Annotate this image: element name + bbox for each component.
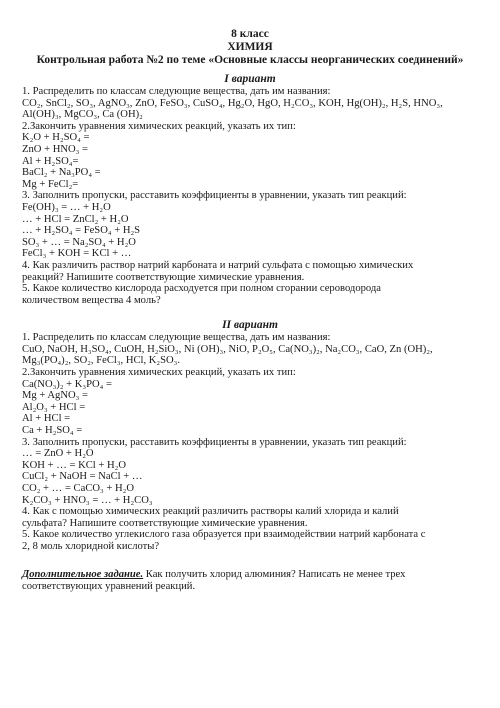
task-line: Al + H₂SO₄= (22, 155, 79, 167)
variant-1-tasks (22, 86, 478, 306)
task-line: Al(OH)₃, MgCO₃, Ca (OH)₂ (22, 109, 143, 121)
task-line: CuCl₂ + NaOH = NaCl + … (22, 471, 143, 483)
variant-2-tasks (22, 332, 478, 552)
task-line: … + H₂SO₄ = FeSO₄ + H₂S (22, 225, 141, 237)
additional-task (22, 569, 478, 593)
task-line: Fe(OH)₃ = … + H₂O (22, 201, 111, 213)
task-line: ZnO + HNO₃ = (22, 143, 88, 155)
task-line: K₂O + H₂SO₄ = (22, 132, 90, 144)
document-header (22, 28, 478, 67)
task-line: сульфата? Напишите соответствующие химические уравнения. (22, 517, 308, 529)
grade-label: 8 класс (231, 28, 269, 40)
task-line: CO₂ + … = CaCO₃ + H₂O (22, 483, 134, 494)
task-line: Al₂O₃ + HCl = (22, 401, 86, 413)
task-line: BaCl₂ + Na₃PO₄ = (22, 167, 101, 179)
task-line: 5. Какое количество кислорода расходуется при полном сгорании сероводорода (22, 283, 382, 295)
task-line: реакций? Напишите соответствующие химические уравнения. (22, 271, 305, 283)
task-line: 4. Как различить раствор натрий карбоната и натрий сульфата с помощью химических (22, 259, 414, 271)
task-line: 1. Распределить по классам следующие вещества, дать им названия: (22, 86, 331, 97)
variant-2-title: II вариант (222, 319, 278, 332)
task-line: 4. Как с помощью химических реакций различить растворы калий хлорида и калий (22, 506, 399, 518)
additional-task-label: Дополнительное задание. (22, 568, 144, 580)
task-line: … = ZnO + H₂O (22, 448, 94, 460)
task-line: Al + HCl = (22, 413, 71, 425)
task-line: количеством вещества 4 моль? (22, 294, 161, 306)
task-line: SO₃ + … = Na₂SO₄ + H₂O (22, 236, 136, 248)
task-line: Mg + AgNO₃ = (22, 390, 88, 402)
task-line: K₂CO₃ + HNO₃ = … + H₂CO₃ (22, 494, 153, 506)
subject-label: ХИМИЯ (227, 41, 273, 53)
task-line: 1. Распределить по классам следующие вещества, дать им названия: (22, 332, 331, 344)
task-line: CuO, NaOH, H₃SO₄, CuOH, H₂SiO₃, Ni (OH)₃, NiO, P₂O₅, Ca(NO₃)₂, Na₂CO₃, CaO, Zn (OH)₂, (22, 343, 433, 355)
task-line: KOH + … = KCl + H₂O (22, 459, 127, 471)
task-line: Mg₃(PO₄)₂, SO₂, FeCl₃, HCl, K₂SO₃. (22, 355, 181, 367)
task-line: CO₂, SnCl₂, SO₃, AgNO₃, ZnO, FeSO₃, CuSO₄, Hg₂O, HgO, H₂CO₃, KOH, Hg(OH)₂, H₂S, HNO₃, (22, 97, 443, 109)
task-line: 2, 8 моль хлоридной кислоты? (22, 540, 160, 552)
task-line: 5. Какое количество углекислого газа образуется при взаимодействии натрий карбоната с (22, 529, 426, 541)
task-line: 2.Закончить уравнения химических реакций, указать их тип: (22, 120, 296, 132)
additional-task-text: Как получить хлорид алюминия? Написать не менее трех (143, 568, 406, 580)
task-line: … + HCl = ZnCl₂ + H₂O (22, 213, 129, 225)
additional-task-text-cont: соответствующих уравнений реакций. (22, 580, 196, 592)
task-line: 3. Заполнить пропуски, расставить коэффициенты в уравнении, указать тип реакций: (22, 436, 407, 448)
task-line: 3. Заполнить пропуски, расставить коэффициенты в уравнении, указать тип реакций: (22, 190, 407, 202)
task-line: FeCl₃ + KOH = KCl + … (22, 248, 132, 260)
task-line: Ca + H₂SO₄ = (22, 425, 83, 437)
task-line: Mg + FeCl₂= (22, 178, 79, 190)
test-title: Контрольная работа №2 по теме «Основные классы неорганических соединений» (36, 54, 464, 66)
variant-1-title: I вариант (224, 73, 276, 85)
task-line: Ca(NO₃)₂ + K₃PO₄ = (22, 378, 112, 390)
task-line: 2.Закончить уравнения химических реакций, указать их тип: (22, 367, 296, 379)
